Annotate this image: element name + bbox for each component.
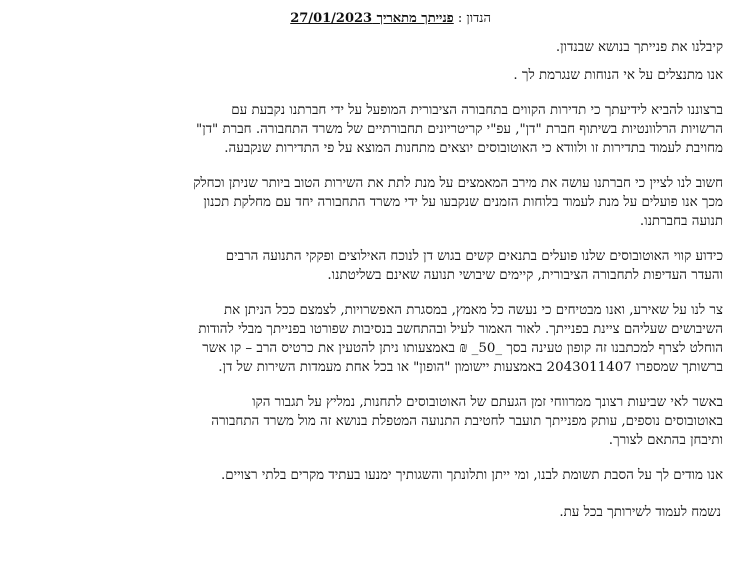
- text-line: ברצוננו להביא לידיעתך כי תדירות הקווים בתחבורה הציבורית המופעל על ידי חברתנו נקבעת עם: [231, 103, 723, 118]
- text-line: כידוע קווי האוטובוסים שלנו פועלים בתנאים קשים בגוש דן לנוכח האילוצים ופקקי התנועה הרבים: [225, 249, 723, 264]
- text-line: קיבלנו את פנייתך בנושא שבנדון.: [555, 40, 723, 55]
- text-line: נשמח לעמוד לשירותך בכל עת.: [559, 505, 721, 520]
- text-line: מחויבת לעמוד בתדירות זו ולוודא כי האוטובוסים יוצאים מתחנות המוצא על פי התדירות שנקבעה.: [224, 141, 723, 156]
- text-line: באשר לאי שביעות רצונך ממרווחי זמן הגעתם של האוטובוסים לתחנות, נמליץ על תגבור הקו: [252, 395, 723, 410]
- paragraph-signoff: [18, 503, 723, 522]
- text-line: ברשותך שמספרו 2043011407 באמצעות יישומון "הופון" או בכל אחת מעמדות השירות של דן.: [218, 360, 723, 375]
- paragraph-thanks: [18, 466, 723, 485]
- text-line: תנועה בחברתנו.: [639, 214, 723, 229]
- subject-label: הנדון :: [457, 11, 491, 26]
- text-line: והעדר העדיפות לתחבורה הציבורית, קיימים שיבושי תנועה שאינם בשליטתנו.: [327, 268, 723, 283]
- paragraph-received: [18, 38, 723, 57]
- subject-text: פנייתך מתאריך 27/01/2023: [290, 11, 454, 26]
- text-line: השיבושים שעליהם ציינת בפנייתך. לאור האמור לעיל ובהתחשב בנסיבות שפורטו בפנייתך מבלי להודות: [198, 322, 723, 337]
- paragraph-efforts: [18, 174, 723, 231]
- text-line: ותיבחן בהתאם לצורך.: [608, 433, 723, 448]
- text-line: אנו מתנצלים על אי הנוחות שנגרמת לך .: [513, 68, 723, 83]
- text-line: הרשויות הרלוונטיות בשיתוף חברת "דן", עפ"י קריטריונים תחבורתיים של משרד התחבורה. חברת "דן": [196, 122, 723, 137]
- paragraph-compensation: [18, 301, 723, 377]
- paragraph-conditions: [18, 247, 723, 285]
- text-line: אנו מודים לך על הסבת תשומת לבנו, ומי ייתן ותלונתך והשגותיך ימנעו בעתיד מקרים בלתי רצויים.: [220, 468, 723, 483]
- paragraph-frequency: [18, 101, 723, 158]
- paragraph-apology: [18, 66, 723, 85]
- text-line: מכך אנו פועלים על מנת לעמוד בלוחות הזמנים שנקבעו על ידי משרד התחבורה יחד עם מחלקת תכנון: [203, 195, 723, 210]
- paragraph-recommendation: [18, 393, 723, 450]
- text-line: באוטובוסים נוספים, עותק מפנייתך תועבר לחטיבת התנועה המטפלת בנושא זה מול משרד התחבורה: [211, 414, 723, 429]
- text-line: צר לנו על שאירע, ואנו מבטיחים כי נעשה כל מאמץ, במסגרת האפשרויות, לצמצם ככל הניתן את: [224, 303, 723, 318]
- subject-line: [18, 10, 723, 26]
- text-line: הוחלט לצרף למכתבנו זה קופון טעינה בסך _50_ ₪ באמצעותו ניתן להטעין את כרטיס הרב – קו אשר: [202, 341, 723, 356]
- text-line: חשוב לנו לציין כי חברתנו עושה את מירב המאמצים על מנת לתת את השירות הטוב ביותר שניתן וכחלק: [193, 176, 723, 191]
